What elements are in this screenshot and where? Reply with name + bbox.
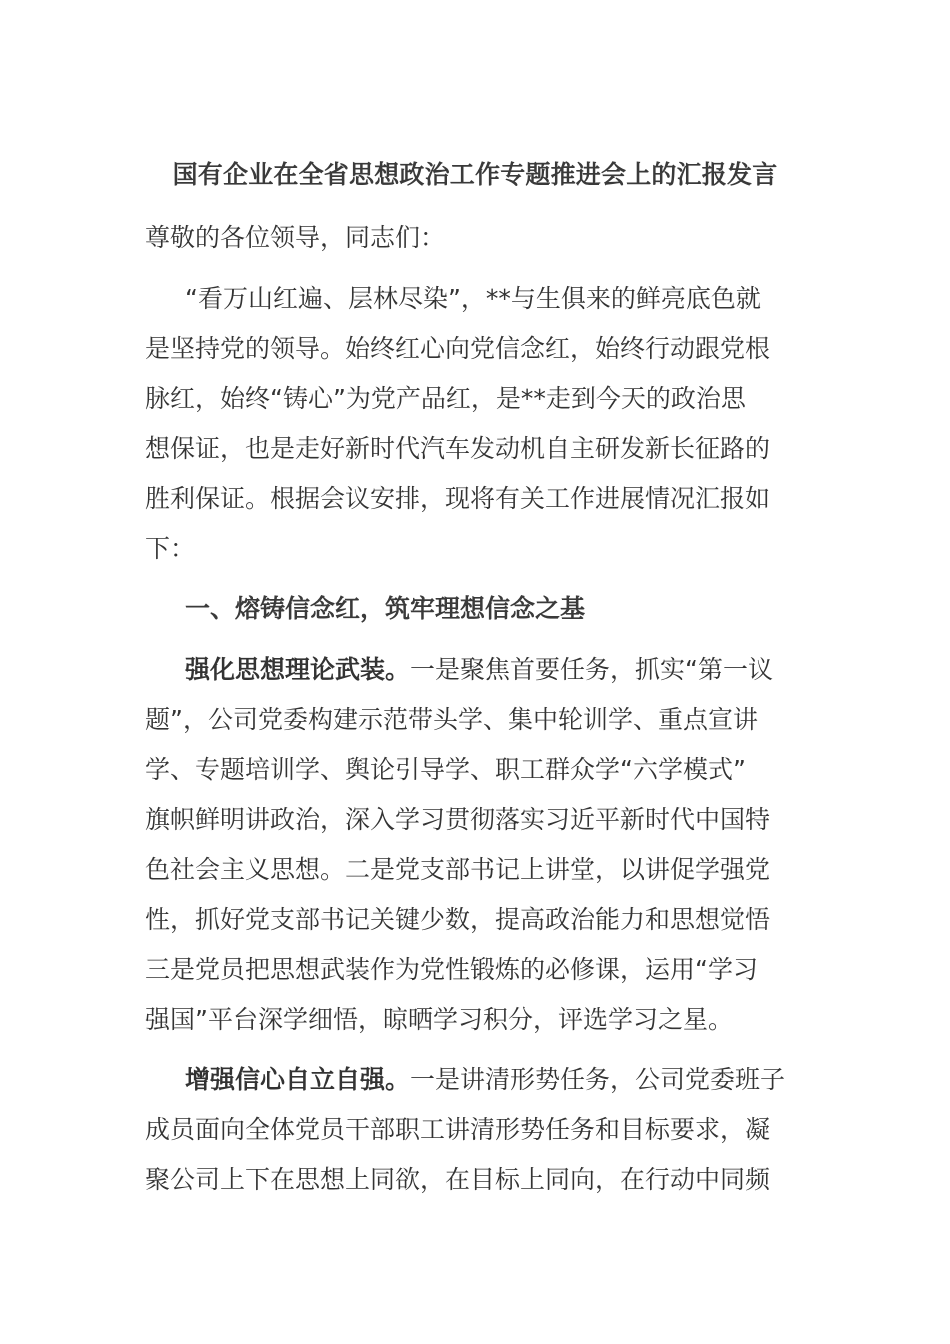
intro-line: 脉红，始终“铸心”为党产品红，是**走到今天的政治思 [145,384,746,413]
paragraph-line: 强国”平台深学细悟，晾晒学习积分，评选学习之星。 [145,1005,733,1034]
paragraph-line: 学、专题培训学、舆论引导学、职工群众学“六学模式” [145,755,746,784]
paragraph-line: 旗帜鲜明讲政治，深入学习贯彻落实习近平新时代中国特 [145,805,771,834]
paragraph-lead: 强化思想理论武装。 [185,655,411,684]
intro-line: 胜利保证。根据会议安排，现将有关工作进展情况汇报如 [145,484,771,513]
paragraph-line [145,645,810,695]
paragraph-1 [145,645,810,1045]
paragraph-line: 三是党员把思想武装作为党性锻炼的必修课，运用“学习 [145,955,758,984]
paragraph-line [145,1055,810,1105]
paragraph-line: 成员面向全体党员干部职工讲清形势任务和目标要求，凝 [145,1115,771,1144]
paragraph-line: 色社会主义思想。二是党支部书记上讲堂，以讲促学强党 [145,855,771,884]
intro-line: “看万山红遍、层林尽染”，**与生俱来的鲜亮底色就 [185,284,761,313]
section1-heading: 一、熔铸信念红，筑牢理想信念之基 [185,594,586,623]
intro-line: 是坚持党的领导。始终红心向党信念红，始终行动跟党根 [145,334,771,363]
paragraph-line: 性，抓好党支部书记关键少数，提高政治能力和思想觉悟 [145,905,771,934]
paragraph-text: 一是讲清形势任务，公司党委班子 [410,1065,786,1094]
paragraph-line: 聚公司上下在思想上同欲，在目标上同向，在行动中同频 [145,1165,771,1194]
paragraph-line: 题”，公司党委构建示范带头学、集中轮训学、重点宣讲 [145,705,758,734]
section-heading [145,584,810,634]
salutation [145,213,810,263]
paragraph-text: 一是聚焦首要任务，抓实“第一议 [410,655,773,684]
intro-line: 想保证，也是走好新时代汽车发动机自主研发新长征路的 [145,434,771,463]
intro-paragraph [145,274,810,574]
document-title: 国有企业在全省思想政治工作专题推进会上的汇报发言 [172,160,778,189]
salutation-line: 尊敬的各位领导，同志们： [145,223,446,252]
paragraph-2 [145,1055,810,1205]
intro-line: 下： [145,534,196,563]
paragraph-lead: 增强信心自立自强。 [185,1065,411,1094]
